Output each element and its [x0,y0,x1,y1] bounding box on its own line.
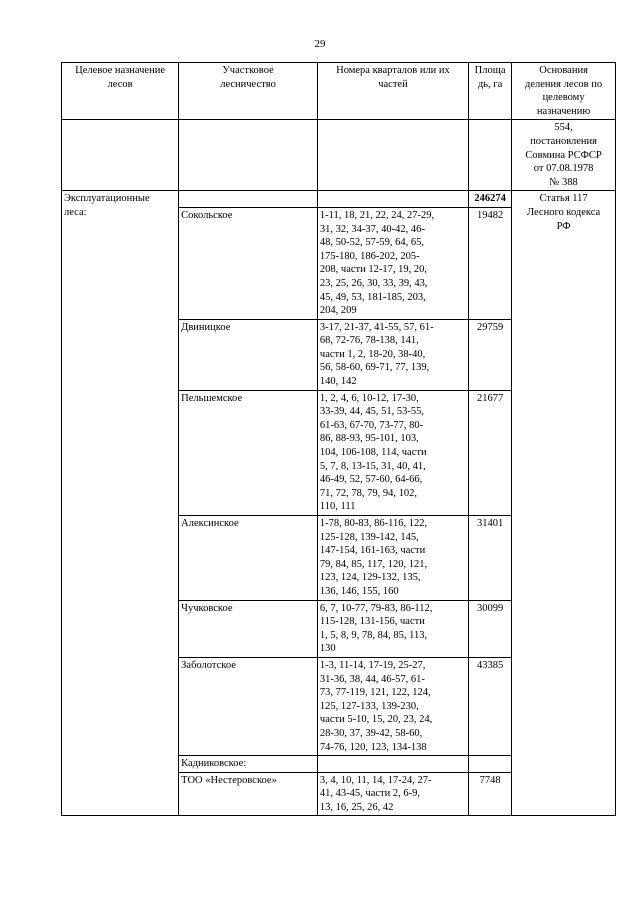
group-forestry-cell [179,191,318,208]
continued-purpose-cell [62,120,179,191]
forestry-name: ТОО «Нестеровское» [179,772,318,816]
continued-row [62,120,616,191]
forestry-name: Заболотское [179,657,318,755]
group-purpose-cell: Эксплуатационные леса: [62,191,179,816]
quarter-numbers: 1-78, 80-83, 86-116, 122, 125-128, 139-142, 145, 147-154, 161-163, части 79, 84, 85, 117, 120, 121, 123, 124, 129-132, 135, 136, 146, 155, 160 [317,516,468,601]
area-value: 7748 [469,772,512,816]
quarter-numbers: 1-11, 18, 21, 22, 24, 27-29, 31, 32, 34-37, 40-42, 46- 48, 50-52, 57-59, 64, 65, 175-180, 186-202, 205- 208, части 12-17, 19, 20, 23, 25, 26, 30, 33, 39, 43, 45, 49, 53, 181-185, 203, 204, 209 [317,207,468,319]
area-value: 30099 [469,600,512,657]
forestry-name: Пельшемское [179,390,318,515]
forestry-name: Сокольское [179,207,318,319]
forest-division-table [61,62,616,816]
area-value [469,756,512,773]
forestry-name: Алексинское [179,516,318,601]
forestry-name: Кадниковское: [179,756,318,773]
area-value: 31401 [469,516,512,601]
continued-quarters-cell [317,120,468,191]
page-number: 29 [314,38,326,50]
group-basis-cell: Статья 117 Лесного кодекса РФ [512,191,616,816]
header-area: Площа дь, га [469,63,512,120]
header-purpose: Целевое назначение лесов [62,63,179,120]
header-forestry: Участковое лесничество [179,63,318,120]
group-quarters-cell [317,191,468,208]
quarter-numbers: 1-3, 11-14, 17-19, 25-27, 31-36, 38, 44, 46-57, 61- 73, 77-119, 121, 122, 124, 125, 127-133, 139-230, части 5-10, 15, 20, 23, 24, 28-30, 37, 39-42, 58-60, 74-76, 120, 123, 134-138 [317,657,468,755]
area-value: 43385 [469,657,512,755]
group-total-area: 246274 [469,191,512,208]
area-value: 21677 [469,390,512,515]
forestry-name: Двиницкое [179,319,318,390]
header-row [62,63,616,120]
area-value: 19482 [469,207,512,319]
header-quarters: Номера кварталов или их частей [317,63,468,120]
quarter-numbers [317,756,468,773]
group-total-row [62,191,616,208]
continued-area-cell [469,120,512,191]
header-basis: Основания деления лесов по целевому назначению [512,63,616,120]
quarter-numbers: 3-17, 21-37, 41-55, 57, 61- 68, 72-76, 78-138, 141, части 1, 2, 18-20, 38-40, 56, 58-60, 69-71, 77, 139, 140, 142 [317,319,468,390]
forestry-name: Чучковское [179,600,318,657]
quarter-numbers: 3, 4, 10, 11, 14, 17-24, 27- 41, 43-45, части 2, 6-9, 13, 16, 25, 26, 42 [317,772,468,816]
quarter-numbers: 6, 7, 10-77, 79-83, 86-112, 115-128, 131-156, части 1, 5, 8, 9, 78, 84, 85, 113, 130 [317,600,468,657]
area-value: 29759 [469,319,512,390]
continued-basis-cell: 554, постановления Совмина РСФСР от 07.08.1978 № 388 [512,120,616,191]
quarter-numbers: 1, 2, 4, 6, 10-12, 17-30, 33-39, 44, 45, 51, 53-55, 61-63, 67-70, 73-77, 80- 86, 88-93, 95-101, 103, 104, 106-108, 114, части 5, 7, 8, 13-15, 31, 40, 41, 46-49, 52, 57-60, 64-66, 71, 72, 78, 79, 94, 102, 110, 111 [317,390,468,515]
continued-forestry-cell [179,120,318,191]
